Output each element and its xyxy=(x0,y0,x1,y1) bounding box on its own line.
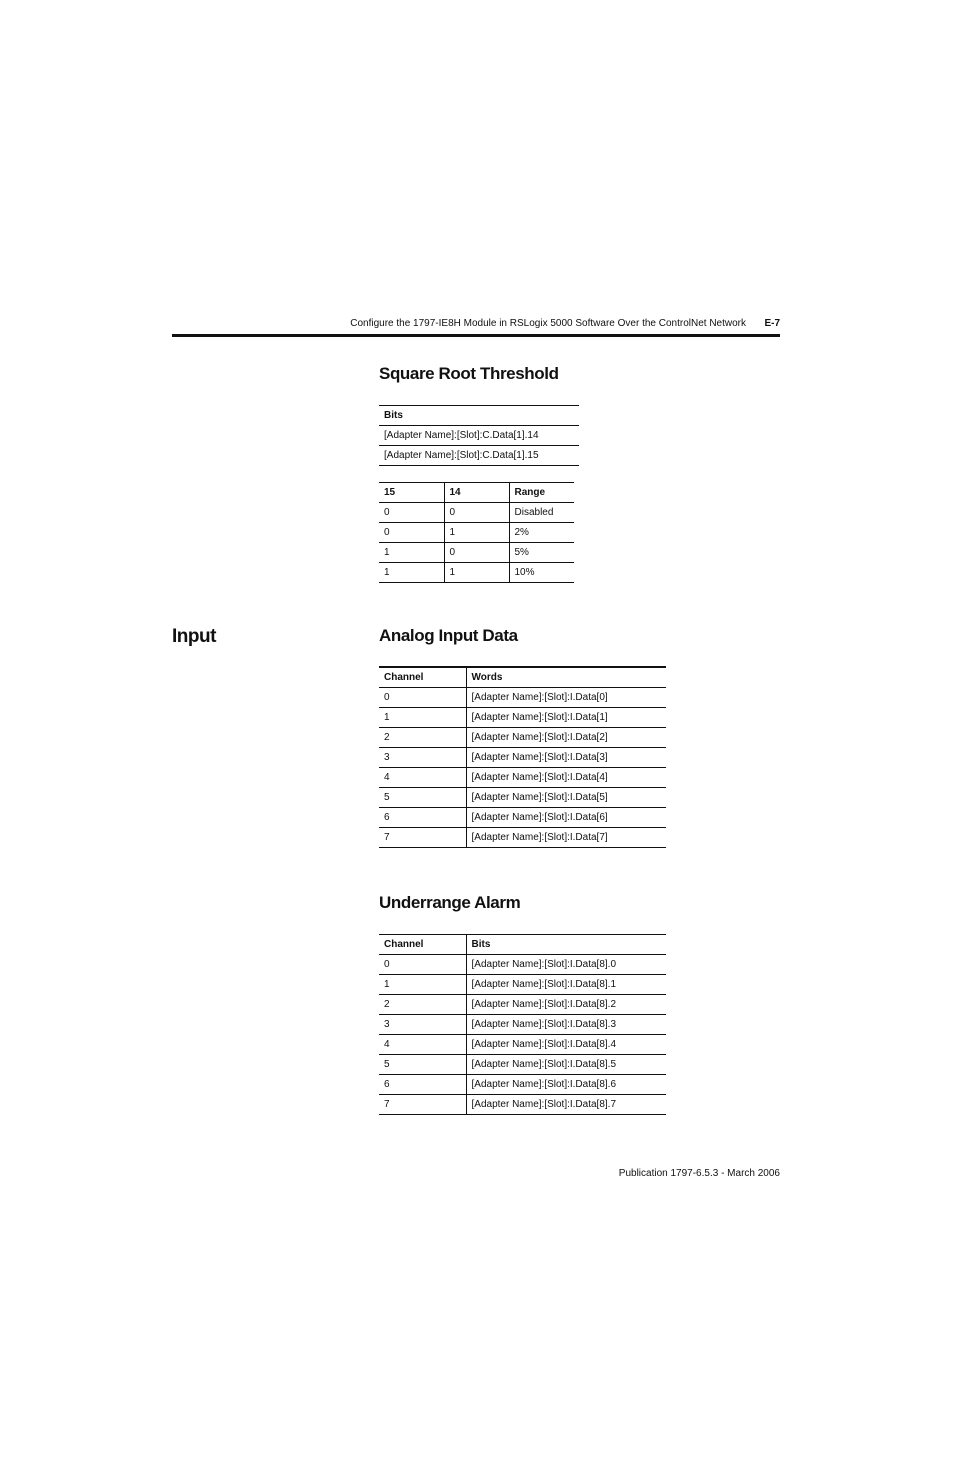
table-row xyxy=(379,563,574,583)
channel-cell: 7 xyxy=(379,827,466,847)
bits-header: Bits xyxy=(466,935,666,955)
bits-cell: [Adapter Name]:[Slot]:I.Data[8].6 xyxy=(466,1075,666,1095)
channel-cell: 5 xyxy=(379,1055,466,1075)
range-cell: Disabled xyxy=(509,503,574,523)
bit14-cell: 0 xyxy=(444,503,509,523)
underrange-alarm-table xyxy=(379,934,666,1115)
page-number: E-7 xyxy=(764,318,780,329)
channel-cell: 0 xyxy=(379,955,466,975)
channel-cell: 4 xyxy=(379,767,466,787)
input-section-heading: Input xyxy=(172,626,216,647)
channel-header: Channel xyxy=(379,935,466,955)
table-row xyxy=(379,1075,666,1095)
channel-cell: 0 xyxy=(379,687,466,707)
table-row xyxy=(379,446,579,466)
square-root-bits-table xyxy=(379,405,579,466)
words-cell: [Adapter Name]:[Slot]:I.Data[2] xyxy=(466,727,666,747)
channel-cell: 7 xyxy=(379,1095,466,1115)
words-cell: [Adapter Name]:[Slot]:I.Data[7] xyxy=(466,827,666,847)
table-header-row xyxy=(379,935,666,955)
table-row xyxy=(379,543,574,563)
table-row xyxy=(379,426,579,446)
words-cell: [Adapter Name]:[Slot]:I.Data[3] xyxy=(466,747,666,767)
channel-header: Channel xyxy=(379,667,466,687)
analog-input-data-table xyxy=(379,666,666,848)
bits-cell: [Adapter Name]:[Slot]:I.Data[8].7 xyxy=(466,1095,666,1115)
table-row xyxy=(379,995,666,1015)
table-row xyxy=(379,503,574,523)
bits-cell: [Adapter Name]:[Slot]:I.Data[8].4 xyxy=(466,1035,666,1055)
range-cell: 2% xyxy=(509,523,574,543)
words-cell: [Adapter Name]:[Slot]:I.Data[5] xyxy=(466,787,666,807)
words-cell: [Adapter Name]:[Slot]:I.Data[0] xyxy=(466,687,666,707)
bits-cell: [Adapter Name]:[Slot]:I.Data[8].3 xyxy=(466,1015,666,1035)
table-row xyxy=(379,523,574,543)
channel-cell: 4 xyxy=(379,1035,466,1055)
bits-cell: [Adapter Name]:[Slot]:I.Data[8].2 xyxy=(466,995,666,1015)
running-header-title: Configure the 1797-IE8H Module in RSLogix 5000 Software Over the ControlNet Network xyxy=(350,318,746,329)
bits-cell: [Adapter Name]:[Slot]:C.Data[1].14 xyxy=(379,426,579,446)
bit15-cell: 0 xyxy=(379,503,444,523)
bits-cell: [Adapter Name]:[Slot]:I.Data[8].1 xyxy=(466,975,666,995)
table-row xyxy=(379,955,666,975)
words-cell: [Adapter Name]:[Slot]:I.Data[4] xyxy=(466,767,666,787)
running-header xyxy=(172,316,780,332)
channel-cell: 6 xyxy=(379,1075,466,1095)
header-rule xyxy=(172,334,780,337)
table-row xyxy=(379,1015,666,1035)
channel-cell: 6 xyxy=(379,807,466,827)
bits-cell: [Adapter Name]:[Slot]:I.Data[8].5 xyxy=(466,1055,666,1075)
bit15-cell: 1 xyxy=(379,563,444,583)
bit14-cell: 1 xyxy=(444,563,509,583)
table-header-row xyxy=(379,406,579,426)
channel-cell: 2 xyxy=(379,727,466,747)
square-root-range-table xyxy=(379,482,574,583)
words-cell: [Adapter Name]:[Slot]:I.Data[6] xyxy=(466,807,666,827)
table-row xyxy=(379,747,666,767)
bit14-header: 14 xyxy=(444,483,509,503)
table-row xyxy=(379,787,666,807)
channel-cell: 3 xyxy=(379,747,466,767)
bits-cell: [Adapter Name]:[Slot]:C.Data[1].15 xyxy=(379,446,579,466)
bits-cell: [Adapter Name]:[Slot]:I.Data[8].0 xyxy=(466,955,666,975)
square-root-threshold-heading: Square Root Threshold xyxy=(379,364,559,383)
table-row xyxy=(379,975,666,995)
table-row xyxy=(379,1095,666,1115)
bits-header: Bits xyxy=(379,406,579,426)
channel-cell: 2 xyxy=(379,995,466,1015)
bit15-cell: 0 xyxy=(379,523,444,543)
channel-cell: 3 xyxy=(379,1015,466,1035)
table-row xyxy=(379,687,666,707)
range-cell: 10% xyxy=(509,563,574,583)
words-cell: [Adapter Name]:[Slot]:I.Data[1] xyxy=(466,707,666,727)
table-row xyxy=(379,707,666,727)
bit14-cell: 1 xyxy=(444,523,509,543)
table-row xyxy=(379,1035,666,1055)
words-header: Words xyxy=(466,667,666,687)
table-row xyxy=(379,827,666,847)
table-row xyxy=(379,767,666,787)
channel-cell: 1 xyxy=(379,975,466,995)
bit14-cell: 0 xyxy=(444,543,509,563)
bit15-header: 15 xyxy=(379,483,444,503)
table-header-row xyxy=(379,667,666,687)
analog-input-data-heading: Analog Input Data xyxy=(379,626,518,645)
channel-cell: 1 xyxy=(379,707,466,727)
footer-publication: Publication 1797-6.5.3 - March 2006 xyxy=(618,1168,780,1179)
channel-cell: 5 xyxy=(379,787,466,807)
range-header: Range xyxy=(509,483,574,503)
table-row xyxy=(379,807,666,827)
table-header-row xyxy=(379,483,574,503)
table-row xyxy=(379,727,666,747)
range-cell: 5% xyxy=(509,543,574,563)
underrange-alarm-heading: Underrange Alarm xyxy=(379,893,521,912)
bit15-cell: 1 xyxy=(379,543,444,563)
table-row xyxy=(379,1055,666,1075)
